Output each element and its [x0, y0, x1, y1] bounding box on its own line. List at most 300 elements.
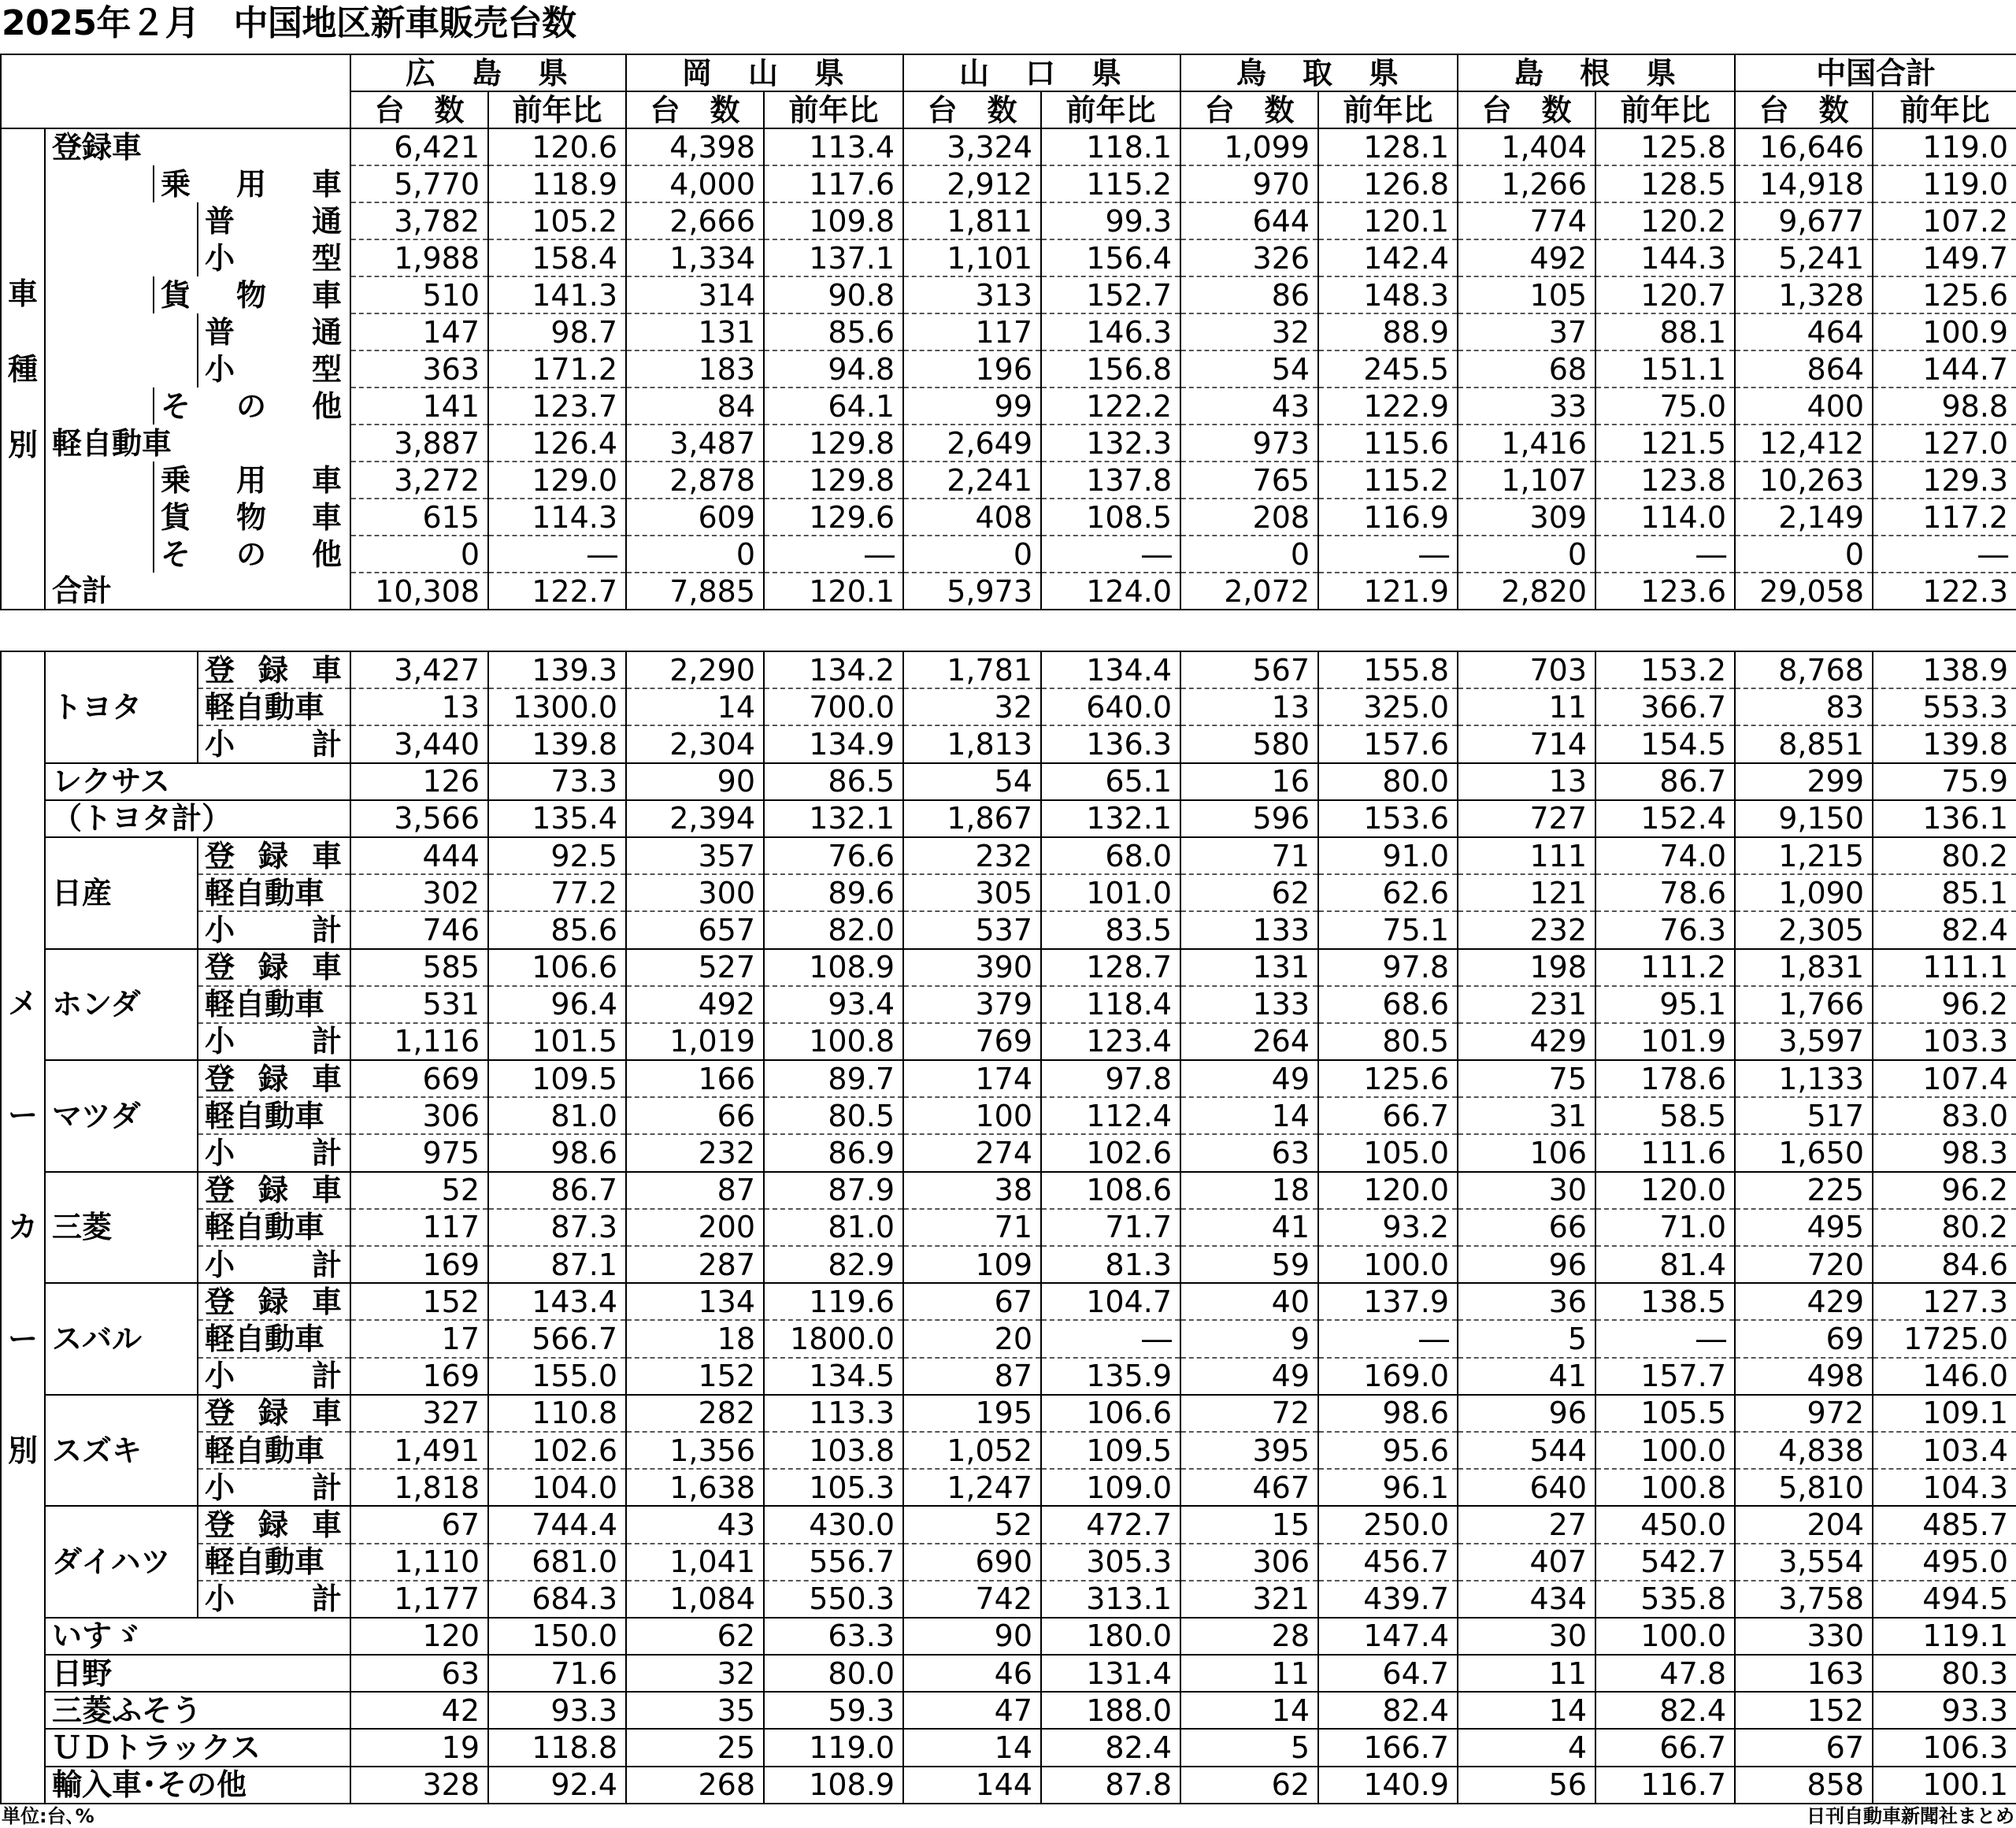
units-cell: 2,305	[1735, 911, 1873, 948]
ratio-cell: 129.0	[488, 462, 626, 499]
ratio-cell: 94.8	[764, 350, 903, 387]
units-cell: 1,019	[626, 1023, 764, 1060]
ratio-cell: 66.7	[1595, 1729, 1735, 1766]
ratio-cell: 82.4	[1318, 1692, 1458, 1729]
ratio-cell: 105.5	[1595, 1395, 1735, 1432]
units-cell: 169	[350, 1358, 488, 1395]
units-cell: 117	[903, 313, 1041, 350]
units-cell: 774	[1458, 202, 1595, 239]
units-cell: 25	[626, 1729, 764, 1766]
ratio-cell: 80.5	[1318, 1023, 1458, 1060]
units-cell: 131	[626, 313, 764, 350]
ratio-cell: 118.1	[1041, 128, 1180, 165]
prefecture-header: 中国合計	[1735, 54, 2016, 91]
units-cell: 0	[1735, 536, 1873, 573]
row-label: 乗 用 車	[154, 165, 350, 202]
ratio-cell: 128.7	[1041, 949, 1180, 986]
row-label: 普 通	[198, 313, 350, 350]
table-row	[1, 1618, 2016, 1655]
ratio-cell: 150.0	[488, 1618, 626, 1655]
sub-label: 小 計	[198, 1581, 350, 1618]
ratio-cell: 640.0	[1041, 688, 1180, 725]
ratio-cell: 120.1	[764, 573, 903, 610]
ratio-cell: 121.9	[1318, 573, 1458, 610]
units-cell: 54	[1180, 350, 1318, 387]
ratio-cell: 245.5	[1318, 350, 1458, 387]
ratio-cell: 97.8	[1318, 949, 1458, 986]
sub-label: 登 録 車	[198, 1395, 350, 1432]
units-cell: 5,770	[350, 165, 488, 202]
maker-label: 三菱	[45, 1172, 198, 1284]
units-cell: 537	[903, 911, 1041, 948]
row-label: 小 型	[198, 239, 350, 276]
ratio-cell: 129.8	[764, 425, 903, 462]
sub-label: 登 録 車	[198, 1283, 350, 1320]
ratio-cell: 157.7	[1595, 1358, 1735, 1395]
units-cell: 1,988	[350, 239, 488, 276]
ratio-cell: 73.3	[488, 763, 626, 800]
units-cell: 690	[903, 1544, 1041, 1581]
units-cell: 1,813	[903, 725, 1041, 762]
units-cell: 6,421	[350, 128, 488, 165]
units-cell: 30	[1458, 1618, 1595, 1655]
maker-label: （トヨタ計）	[45, 800, 350, 837]
ratio-cell: 95.1	[1595, 986, 1735, 1023]
units-cell: 54	[903, 763, 1041, 800]
units-cell: 2,241	[903, 462, 1041, 499]
ratio-cell: 66.7	[1318, 1097, 1458, 1134]
table-row	[1, 1581, 2016, 1618]
units-header: 台 数	[350, 91, 488, 128]
table-row	[1, 425, 2016, 462]
row-label: 普 通	[198, 202, 350, 239]
units-cell: 52	[903, 1506, 1041, 1543]
ratio-cell: 495.0	[1873, 1544, 2016, 1581]
table-row	[1, 1655, 2016, 1692]
units-cell: 10,308	[350, 573, 488, 610]
units-cell: 305	[903, 874, 1041, 911]
units-cell: 14,918	[1735, 165, 1873, 202]
ratio-cell: 147.4	[1318, 1618, 1458, 1655]
ratio-cell: 82.9	[764, 1246, 903, 1283]
ratio-cell: 123.6	[1595, 573, 1735, 610]
ratio-cell: 681.0	[488, 1544, 626, 1581]
units-cell: 111	[1458, 837, 1595, 874]
units-cell: 109	[903, 1246, 1041, 1283]
header-corner	[1, 54, 350, 128]
ratio-cell: 134.5	[764, 1358, 903, 1395]
ratio-cell: 87.1	[488, 1246, 626, 1283]
units-cell: 765	[1180, 462, 1318, 499]
ratio-cell: 103.8	[764, 1432, 903, 1469]
units-cell: 14	[626, 688, 764, 725]
ratio-cell: 101.9	[1595, 1023, 1735, 1060]
ratio-cell: 118.4	[1041, 986, 1180, 1023]
table-row	[1, 874, 2016, 911]
ratio-cell: 153.2	[1595, 651, 1735, 688]
units-cell: 444	[350, 837, 488, 874]
ratio-cell: 82.0	[764, 911, 903, 948]
units-cell: 13	[350, 688, 488, 725]
sub-label: 登 録 車	[198, 949, 350, 986]
units-cell: 200	[626, 1209, 764, 1246]
units-cell: 37	[1458, 313, 1595, 350]
units-cell: 972	[1735, 1395, 1873, 1432]
ratio-cell: 58.5	[1595, 1097, 1735, 1134]
sub-label: 軽 自 動 車	[198, 1097, 350, 1134]
ratio-cell: 92.4	[488, 1767, 626, 1804]
units-cell: 1,831	[1735, 949, 1873, 986]
units-cell: 2,290	[626, 651, 764, 688]
ratio-cell: 103.3	[1873, 1023, 2016, 1060]
units-cell: 1,101	[903, 239, 1041, 276]
row-label: 貨 物 車	[154, 276, 350, 313]
units-cell: 327	[350, 1395, 488, 1432]
ratio-cell: 76.3	[1595, 911, 1735, 948]
maker-label: マツダ	[45, 1060, 198, 1172]
ratio-cell: 81.4	[1595, 1246, 1735, 1283]
ratio-cell: 88.9	[1318, 313, 1458, 350]
ratio-cell: 86.7	[1595, 763, 1735, 800]
ratio-cell: 136.3	[1041, 725, 1180, 762]
table-row	[1, 986, 2016, 1023]
units-cell: 302	[350, 874, 488, 911]
units-cell: 86	[1180, 276, 1318, 313]
ratio-cell: 112.4	[1041, 1097, 1180, 1134]
units-cell: 1,110	[350, 1544, 488, 1581]
ratio-cell: 96.2	[1873, 986, 2016, 1023]
maker-label: ダイハツ	[45, 1506, 198, 1618]
units-cell: 66	[1458, 1209, 1595, 1246]
indent-cell	[45, 239, 154, 276]
units-cell: 14	[1458, 1692, 1595, 1729]
indent-cell	[45, 202, 154, 239]
units-cell: 1,356	[626, 1432, 764, 1469]
units-cell: 1,328	[1735, 276, 1873, 313]
ratio-cell: 137.8	[1041, 462, 1180, 499]
indent-cell	[154, 350, 198, 387]
units-cell: 669	[350, 1060, 488, 1097]
units-cell: 644	[1180, 202, 1318, 239]
units-cell: 498	[1735, 1358, 1873, 1395]
units-cell: 41	[1458, 1358, 1595, 1395]
ratio-cell: 89.7	[764, 1060, 903, 1097]
units-cell: 720	[1735, 1246, 1873, 1283]
ratio-cell: 119.0	[1873, 128, 2016, 165]
ratio-cell: 138.5	[1595, 1283, 1735, 1320]
maker-label: 輸入車･その他	[45, 1767, 350, 1804]
table-row	[1, 1506, 2016, 1543]
indent-cell	[45, 536, 154, 573]
units-cell: 36	[1458, 1283, 1595, 1320]
ratio-cell: 86.5	[764, 763, 903, 800]
units-cell: 2,072	[1180, 573, 1318, 610]
units-cell: 742	[903, 1581, 1041, 1618]
sub-label: 軽 自 動 車	[198, 1432, 350, 1469]
units-cell: 32	[626, 1655, 764, 1692]
ratio-cell: 553.3	[1873, 688, 2016, 725]
units-cell: 166	[626, 1060, 764, 1097]
ratio-cell: 141.3	[488, 276, 626, 313]
ratio-cell: 136.1	[1873, 800, 2016, 837]
units-cell: 464	[1735, 313, 1873, 350]
ratio-cell: 109.5	[1041, 1432, 1180, 1469]
ratio-cell: 98.6	[1318, 1395, 1458, 1432]
units-cell: 4,838	[1735, 1432, 1873, 1469]
table-row	[1, 1023, 2016, 1060]
units-cell: 9	[1180, 1320, 1318, 1357]
units-cell: 313	[903, 276, 1041, 313]
units-cell: 300	[626, 874, 764, 911]
ratio-cell: 95.6	[1318, 1432, 1458, 1469]
ratio-cell: 75.0	[1595, 387, 1735, 425]
units-cell: 163	[1735, 1655, 1873, 1692]
units-cell: 14	[903, 1729, 1041, 1766]
sub-label: 軽 自 動 車	[198, 986, 350, 1023]
units-cell: 11	[1458, 688, 1595, 725]
units-cell: 174	[903, 1060, 1041, 1097]
units-cell: 287	[626, 1246, 764, 1283]
row-label: そ の 他	[154, 536, 350, 573]
units-cell: 379	[903, 986, 1041, 1023]
table-row	[1, 1395, 2016, 1432]
ratio-cell: 126.4	[488, 425, 626, 462]
ratio-cell: 78.6	[1595, 874, 1735, 911]
units-cell: 1,133	[1735, 1060, 1873, 1097]
units-cell: 231	[1458, 986, 1595, 1023]
ratio-cell: 88.1	[1595, 313, 1735, 350]
units-cell: 105	[1458, 276, 1595, 313]
units-cell: 28	[1180, 1618, 1318, 1655]
units-cell: 31	[1458, 1097, 1595, 1134]
units-cell: 1,116	[350, 1023, 488, 1060]
ratio-cell: 77.2	[488, 874, 626, 911]
ratio-cell: 65.1	[1041, 763, 1180, 800]
ratio-cell: 107.4	[1873, 1060, 2016, 1097]
row-label: 合計	[45, 573, 350, 610]
ratio-cell: 472.7	[1041, 1506, 1180, 1543]
ratio-cell: 119.6	[764, 1283, 903, 1320]
ratio-cell: 103.4	[1873, 1432, 2016, 1469]
units-cell: 43	[1180, 387, 1318, 425]
units-cell: 1,491	[350, 1432, 488, 1469]
ratio-cell: 116.9	[1318, 499, 1458, 536]
units-cell: 306	[1180, 1544, 1318, 1581]
maker-label: 日野	[45, 1655, 350, 1692]
table-row	[1, 462, 2016, 499]
ratio-cell: 120.1	[1318, 202, 1458, 239]
ratio-cell: 113.3	[764, 1395, 903, 1432]
ratio-cell: 86.7	[488, 1172, 626, 1209]
ratio-cell: 100.8	[1595, 1469, 1735, 1506]
table-row	[1, 949, 2016, 986]
ratio-cell: 92.5	[488, 837, 626, 874]
units-cell: 467	[1180, 1469, 1318, 1506]
units-cell: 4	[1458, 1729, 1595, 1766]
table-row	[1, 725, 2016, 762]
units-cell: 106	[1458, 1134, 1595, 1171]
units-cell: 90	[903, 1618, 1041, 1655]
maker-label: スズキ	[45, 1395, 198, 1507]
units-cell: 152	[350, 1283, 488, 1320]
units-cell: 1,041	[626, 1544, 764, 1581]
units-cell: 71	[1180, 837, 1318, 874]
units-cell: 69	[1735, 1320, 1873, 1357]
units-cell: 1,084	[626, 1581, 764, 1618]
ratio-cell: 80.0	[1318, 763, 1458, 800]
ratio-cell: 84.6	[1873, 1246, 2016, 1283]
units-cell: 87	[903, 1358, 1041, 1395]
sub-label: 軽 自 動 車	[198, 688, 350, 725]
units-cell: 13	[1458, 763, 1595, 800]
ratio-cell: ―	[1041, 536, 1180, 573]
ratio-cell: 305.3	[1041, 1544, 1180, 1581]
units-cell: 400	[1735, 387, 1873, 425]
ratio-cell: 121.5	[1595, 425, 1735, 462]
prefecture-header: 鳥 取 県	[1180, 54, 1458, 91]
ratio-cell: 115.6	[1318, 425, 1458, 462]
ratio-cell: ―	[488, 536, 626, 573]
ratio-cell: 68.0	[1041, 837, 1180, 874]
units-cell: 585	[350, 949, 488, 986]
ratio-cell: 111.6	[1595, 1134, 1735, 1171]
section-label-vehicle-type: 車 種 別	[1, 128, 45, 610]
ratio-cell: 125.8	[1595, 128, 1735, 165]
ratio-cell: 106.6	[488, 949, 626, 986]
units-cell: 703	[1458, 651, 1595, 688]
table-row	[1, 573, 2016, 610]
ratio-cell: 127.3	[1873, 1283, 2016, 1320]
units-cell: 330	[1735, 1618, 1873, 1655]
table-row	[1, 1172, 2016, 1209]
ratio-header: 前年比	[1318, 91, 1458, 128]
units-cell: 3,487	[626, 425, 764, 462]
sub-label: 小 計	[198, 911, 350, 948]
units-cell: 47	[903, 1692, 1041, 1729]
units-cell: 90	[626, 763, 764, 800]
units-cell: 657	[626, 911, 764, 948]
ratio-cell: 129.6	[764, 499, 903, 536]
ratio-cell: 122.9	[1318, 387, 1458, 425]
units-cell: 10,263	[1735, 462, 1873, 499]
units-cell: 62	[1180, 874, 1318, 911]
ratio-cell: 129.3	[1873, 462, 2016, 499]
units-cell: 32	[903, 688, 1041, 725]
ratio-cell: 535.8	[1595, 1581, 1735, 1618]
units-cell: 858	[1735, 1767, 1873, 1804]
ratio-cell: 71.7	[1041, 1209, 1180, 1246]
ratio-cell: 123.8	[1595, 462, 1735, 499]
indent-cell	[45, 499, 154, 536]
units-cell: 0	[626, 536, 764, 573]
ratio-cell: 85.1	[1873, 874, 2016, 911]
ratio-cell: 80.5	[764, 1097, 903, 1134]
units-cell: 3,782	[350, 202, 488, 239]
units-cell: 71	[903, 1209, 1041, 1246]
ratio-cell: 137.9	[1318, 1283, 1458, 1320]
units-cell: 567	[1180, 651, 1318, 688]
units-cell: 268	[626, 1767, 764, 1804]
table-row	[1, 1544, 2016, 1581]
units-cell: 1,090	[1735, 874, 1873, 911]
ratio-cell: 64.7	[1318, 1655, 1458, 1692]
ratio-cell: 81.0	[488, 1097, 626, 1134]
table-row	[1, 1209, 2016, 1246]
ratio-cell: 313.1	[1041, 1581, 1180, 1618]
units-cell: 41	[1180, 1209, 1318, 1246]
units-cell: 544	[1458, 1432, 1595, 1469]
units-cell: 33	[1458, 387, 1595, 425]
units-cell: 3,566	[350, 800, 488, 837]
ratio-cell: 98.6	[488, 1134, 626, 1171]
units-cell: 309	[1458, 499, 1595, 536]
ratio-cell: 82.4	[1873, 911, 2016, 948]
ratio-cell: 128.1	[1318, 128, 1458, 165]
ratio-header: 前年比	[488, 91, 626, 128]
units-cell: 0	[1458, 536, 1595, 573]
units-cell: 3,597	[1735, 1023, 1873, 1060]
ratio-cell: 154.5	[1595, 725, 1735, 762]
ratio-cell: 1300.0	[488, 688, 626, 725]
units-cell: 2,394	[626, 800, 764, 837]
units-cell: 63	[350, 1655, 488, 1692]
table-row	[1, 1767, 2016, 1804]
maker-label: ＵＤトラックス	[45, 1729, 350, 1766]
units-cell: 434	[1458, 1581, 1595, 1618]
units-cell: 3,427	[350, 651, 488, 688]
ratio-cell: 144.3	[1595, 239, 1735, 276]
table-row	[1, 1134, 2016, 1171]
units-cell: 7,885	[626, 573, 764, 610]
prefecture-header: 山 口 県	[903, 54, 1180, 91]
maker-label: スバル	[45, 1283, 198, 1395]
ratio-cell: 144.7	[1873, 350, 2016, 387]
units-cell: 3,887	[350, 425, 488, 462]
maker-label: いすゞ	[45, 1618, 350, 1655]
ratio-cell: 85.6	[488, 911, 626, 948]
units-cell: 232	[903, 837, 1041, 874]
prefecture-header: 島 根 県	[1458, 54, 1735, 91]
table-row	[1, 651, 2016, 688]
ratio-cell: 158.4	[488, 239, 626, 276]
units-cell: 16	[1180, 763, 1318, 800]
ratio-cell: 83.5	[1041, 911, 1180, 948]
ratio-cell: 107.2	[1873, 202, 2016, 239]
ratio-cell: 700.0	[764, 688, 903, 725]
ratio-cell: 105.3	[764, 1469, 903, 1506]
ratio-cell: 485.7	[1873, 1506, 2016, 1543]
vehicle-type-table	[0, 54, 2016, 610]
ratio-cell: 100.8	[764, 1023, 903, 1060]
ratio-cell: 120.0	[1595, 1172, 1735, 1209]
ratio-cell: 100.0	[1595, 1432, 1735, 1469]
units-cell: 1,867	[903, 800, 1041, 837]
table-row	[1, 387, 2016, 425]
units-cell: 640	[1458, 1469, 1595, 1506]
units-cell: 195	[903, 1395, 1041, 1432]
ratio-cell: 120.0	[1318, 1172, 1458, 1209]
ratio-cell: 100.1	[1873, 1767, 2016, 1804]
table-row	[1, 1358, 2016, 1395]
units-cell: 714	[1458, 725, 1595, 762]
units-cell: 0	[350, 536, 488, 573]
ratio-cell: 80.2	[1873, 837, 2016, 874]
unit-note: 単位:台､%	[2, 1805, 94, 1827]
units-cell: 183	[626, 350, 764, 387]
ratio-cell: 119.1	[1873, 1618, 2016, 1655]
units-cell: 120	[350, 1618, 488, 1655]
ratio-header: 前年比	[764, 91, 903, 128]
